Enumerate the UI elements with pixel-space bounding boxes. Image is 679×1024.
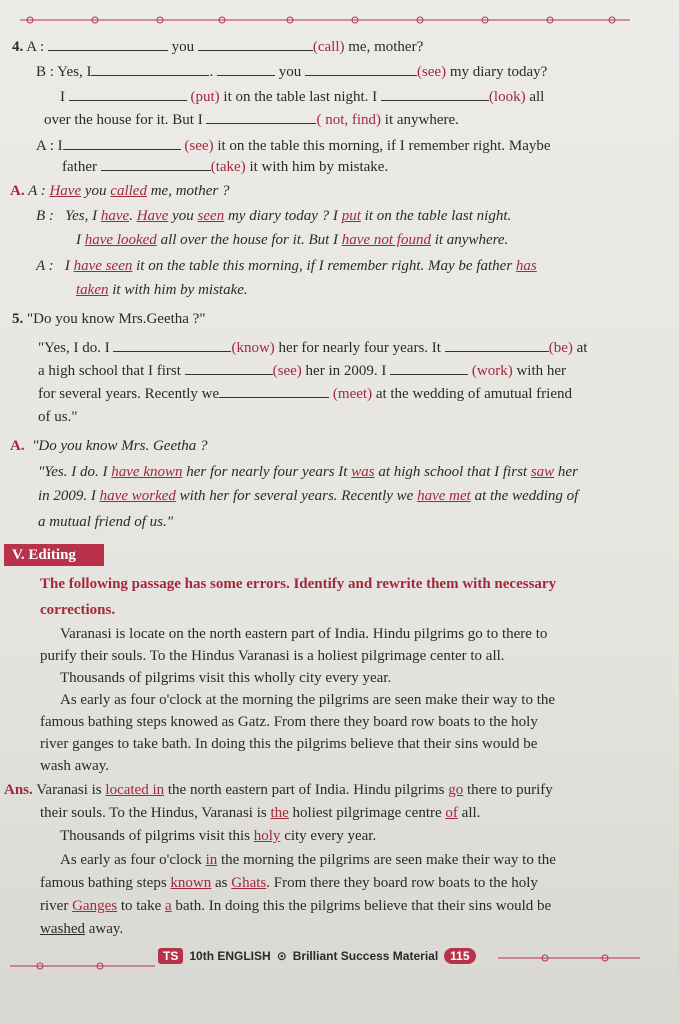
top-ornament-border <box>0 10 679 30</box>
a4-line-1: A. A : Have you called me, mother ? <box>10 183 230 199</box>
answer-line-5: famous bathing steps known as Ghats. From there they board row boats to the holy <box>40 875 538 891</box>
footer-dot-icon: ⊙ <box>276 949 287 963</box>
blank <box>198 38 313 51</box>
q5-line-2: a high school that I first (see) her in 2009. I (work) with her <box>38 363 567 379</box>
answer-line-1: Ans. Varanasi is located in the north eastern part of India. Hindu pilgrims go there to purify <box>4 782 553 798</box>
passage-line-7: wash away. <box>40 758 110 774</box>
a5-line-0: A. "Do you know Mrs. Geetha ? <box>10 438 208 454</box>
q4-line-2: B : Yes, I . you (see) my diary today? <box>36 64 548 80</box>
q4-line-3: I (put) it on the table last night. I (look) all <box>60 89 545 105</box>
footer-material: Brilliant Success Material <box>292 949 439 963</box>
a4-line-3: I have looked all over the house for it. But I have not found it anywhere. <box>76 232 509 248</box>
blank <box>48 38 168 51</box>
a4-line-4: A : I have seen it on the table this morning, if I remember right. May be father has <box>36 258 537 274</box>
passage-line-3: Thousands of pilgrims visit this wholly city every year. <box>60 670 392 686</box>
answer-line-3: Thousands of pilgrims visit this holy city every year. <box>60 828 377 844</box>
passage-line-2: purify their souls. To the Hindus Varanasi is a holiest pilgrimage center to all. <box>40 648 505 664</box>
passage-line-5: famous bathing steps knowed as Gatz. From there they board row boats to the holy <box>40 714 538 730</box>
q5-line-3: for several years. Recently we (meet) at the wedding of amutual friend <box>38 386 572 402</box>
instructions-line-2: corrections. <box>40 602 116 618</box>
answer-line-2: their souls. To the Hindus, Varanasi is the holiest pilgrimage centre of all. <box>40 805 481 821</box>
passage-line-4: As early as four o'clock at the morning the pilgrims are seen make their way to the <box>60 692 556 708</box>
a5-line-2: in 2009. I have worked with her for several years. Recently we have met at the wedding of <box>38 488 579 504</box>
q4-line-5: A : I (see) it on the table this morning, if I remember right. Maybe <box>36 138 551 154</box>
answer-line-6: river Ganges to take a bath. In doing this the pilgrims believe that their sins would be <box>40 898 552 914</box>
a4-line-2: B : Yes, I have. Have you seen my diary today ? I put it on the table last night. <box>36 208 512 224</box>
a5-line-1: "Yes. I do. I have known her for nearly four years It was at high school that I first saw her <box>38 464 578 480</box>
section-header: V. Editing <box>4 544 104 566</box>
answer-line-4: As early as four o'clock in the morning the pilgrims are seen make their way to the <box>60 852 556 868</box>
page-number: 115 <box>444 948 475 964</box>
ts-badge: TS <box>158 948 183 964</box>
passage-line-1: Varanasi is locate on the north eastern part of India. Hindu pilgrims go to there to <box>60 626 548 642</box>
a4-line-5: taken it with him by mistake. <box>76 282 248 298</box>
answer-line-7: washed away. <box>40 921 124 937</box>
q5-line-1: "Yes, I do. I (know) her for nearly four years. It (be) at <box>38 340 588 356</box>
q4-line-4: over the house for it. But I ( not, find) it anywhere. <box>44 112 459 128</box>
a5-line-3: a mutual friend of us." <box>38 514 174 530</box>
footer-book-title: 10th ENGLISH <box>189 949 271 963</box>
q5-line-4: of us." <box>38 409 78 425</box>
page-footer <box>158 944 496 968</box>
instructions-line-1: The following passage has some errors. Identify and rewrite them with necessary <box>40 576 557 592</box>
passage-line-6: river ganges to take bath. In doing this the pilgrims believe that their sins would be <box>40 736 538 752</box>
q4-line-1: 4. A : you (call) me, mother? <box>12 39 424 55</box>
q5-line-0: 5. "Do you know Mrs.Geetha ?" <box>12 311 206 327</box>
q4-line-6: father (take) it with him by mistake. <box>62 159 389 175</box>
